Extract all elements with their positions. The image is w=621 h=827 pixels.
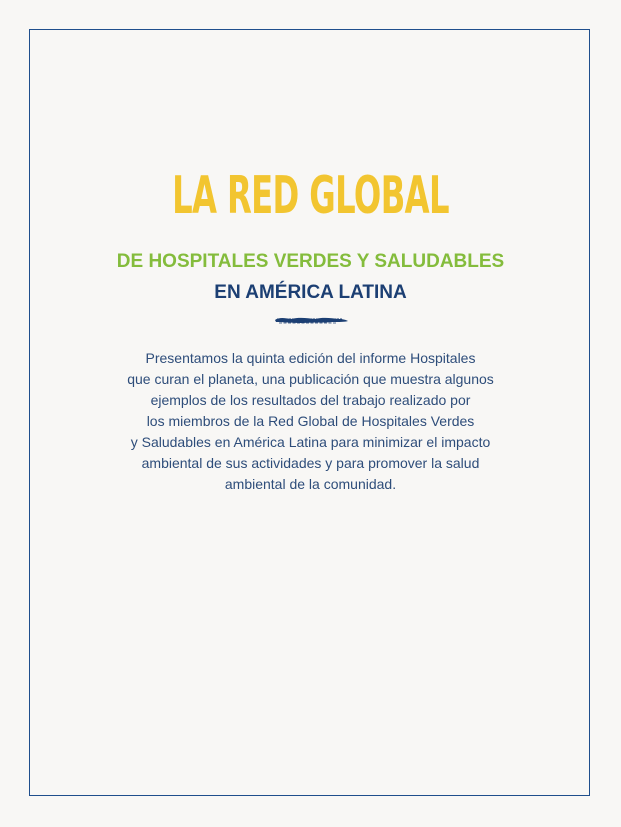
intro-line: y Saludables en América Latina para minimizar el impacto	[130, 434, 491, 450]
page-title: LA RED GLOBAL	[172, 166, 449, 226]
intro-line: ambiental de la comunidad.	[224, 476, 397, 492]
intro-line: Presentamos la quinta edición del informe Hospitales	[145, 350, 476, 366]
brush-stroke-divider	[273, 314, 349, 326]
subtitle-line-2: EN AMÉRICA LATINA	[214, 282, 407, 303]
intro-line: los miembros de la Red Global de Hospitales Verdes	[146, 413, 475, 429]
intro-line: ejemplos de los resultados del trabajo realizado por	[150, 392, 471, 408]
intro-line: ambiental de sus actividades y para promover la salud	[141, 455, 480, 471]
subtitle-line-1: DE HOSPITALES VERDES Y SALUDABLES	[116, 251, 505, 272]
intro-paragraph	[90, 348, 531, 495]
intro-line: que curan el planeta, una publicación que muestra algunos	[127, 371, 494, 387]
